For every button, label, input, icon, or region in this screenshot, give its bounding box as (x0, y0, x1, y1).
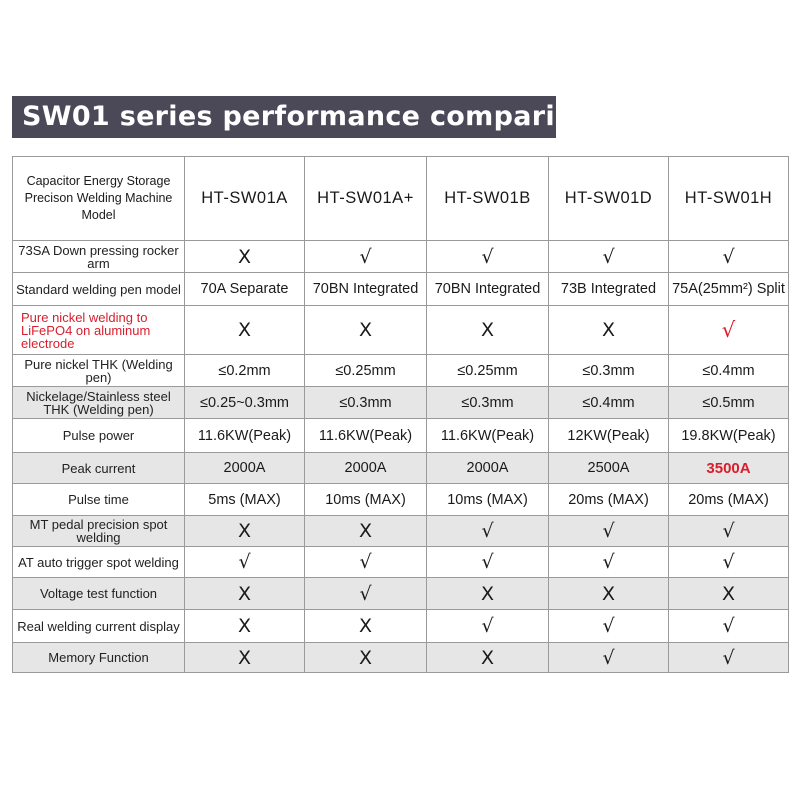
cell-nickelage-stainless-thk-ht-sw01a: ≤0.25~0.3mm (185, 387, 305, 419)
table-row (13, 643, 789, 673)
check-mark: √ (602, 520, 615, 542)
cell-mt-pedal-spot-welding-ht-sw01b (427, 516, 549, 547)
cell-voltage-test-function-ht-sw01b (427, 578, 549, 610)
cell-memory-function-ht-sw01d (549, 643, 669, 673)
cell-pulse-time-ht-sw01d: 20ms (MAX) (549, 484, 669, 516)
cell-memory-function-ht-sw01h (669, 643, 789, 673)
cell-voltage-test-function-ht-sw01a-plus (305, 578, 427, 610)
check-mark: √ (721, 318, 736, 342)
cross-mark: X (480, 582, 495, 605)
cell-pulse-power-ht-sw01b: 11.6KW(Peak) (427, 419, 549, 453)
cell-mt-pedal-spot-welding-ht-sw01h (669, 516, 789, 547)
model-header-ht-sw01a: HT-SW01A (185, 157, 305, 241)
cell-pulse-power-ht-sw01d: 12KW(Peak) (549, 419, 669, 453)
cross-mark: X (237, 582, 252, 605)
check-mark: √ (602, 245, 615, 268)
cell-memory-function-ht-sw01b (427, 643, 549, 673)
cell-down-pressing-rocker-arm-ht-sw01b (427, 241, 549, 273)
cell-welding-pen-model-ht-sw01d: 73B Integrated (549, 273, 669, 306)
check-mark: √ (359, 582, 372, 605)
check-mark: √ (602, 551, 615, 573)
cell-pulse-time-ht-sw01a: 5ms (MAX) (185, 484, 305, 516)
page-title: SW01 series performance comparison (12, 96, 556, 138)
comparison-table (12, 156, 789, 673)
check-mark: √ (722, 551, 735, 573)
model-header-ht-sw01d: HT-SW01D (549, 157, 669, 241)
cross-mark: X (358, 319, 373, 341)
row-label-down-pressing-rocker-arm: 73SA Down pressing rocker arm (13, 241, 185, 273)
cell-voltage-test-function-ht-sw01d (549, 578, 669, 610)
cell-mt-pedal-spot-welding-ht-sw01d (549, 516, 669, 547)
cell-pure-nickel-thk-ht-sw01a: ≤0.2mm (185, 355, 305, 387)
cell-at-auto-trigger-ht-sw01d (549, 547, 669, 578)
cell-pure-nickel-lifepo4-ht-sw01d (549, 306, 669, 355)
cell-pure-nickel-lifepo4-ht-sw01a-plus (305, 306, 427, 355)
cell-at-auto-trigger-ht-sw01a-plus (305, 547, 427, 578)
cell-peak-current-ht-sw01h: 3500A (669, 453, 789, 484)
cell-at-auto-trigger-ht-sw01a (185, 547, 305, 578)
cross-mark: X (601, 319, 616, 341)
cell-down-pressing-rocker-arm-ht-sw01a (185, 241, 305, 273)
cell-welding-pen-model-ht-sw01a-plus: 70BN Integrated (305, 273, 427, 306)
cell-current-display-ht-sw01b (427, 610, 549, 643)
table-row (13, 516, 789, 547)
check-mark: √ (722, 520, 735, 542)
cell-current-display-ht-sw01d (549, 610, 669, 643)
check-mark: √ (481, 615, 494, 637)
cross-mark: X (358, 615, 373, 637)
cross-mark: X (601, 582, 616, 605)
check-mark: √ (238, 551, 251, 573)
row-label-pulse-time: Pulse time (13, 484, 185, 516)
cell-nickelage-stainless-thk-ht-sw01a-plus: ≤0.3mm (305, 387, 427, 419)
table-row (13, 453, 789, 484)
table-row (13, 241, 789, 273)
row-label-pure-nickel-lifepo4: Pure nickel welding to LiFePO4 on aluminum electrode (13, 306, 185, 355)
cell-pure-nickel-thk-ht-sw01h: ≤0.4mm (669, 355, 789, 387)
cross-mark: X (237, 520, 252, 542)
cross-mark: X (358, 520, 373, 542)
model-header-ht-sw01b: HT-SW01B (427, 157, 549, 241)
table-row (13, 578, 789, 610)
cell-memory-function-ht-sw01a (185, 643, 305, 673)
table-row (13, 547, 789, 578)
row-label-pure-nickel-thk: Pure nickel THK (Welding pen) (13, 355, 185, 387)
check-mark: √ (359, 551, 372, 573)
cell-mt-pedal-spot-welding-ht-sw01a-plus (305, 516, 427, 547)
table-row (13, 273, 789, 306)
cell-down-pressing-rocker-arm-ht-sw01h (669, 241, 789, 273)
table-row (13, 419, 789, 453)
model-header-ht-sw01h: HT-SW01H (669, 157, 789, 241)
cell-down-pressing-rocker-arm-ht-sw01a-plus (305, 241, 427, 273)
check-mark: √ (481, 520, 494, 542)
row-label-at-auto-trigger: AT auto trigger spot welding (13, 547, 185, 578)
row-label-nickelage-stainless-thk: Nickelage/Stainless steel THK (Welding pen) (13, 387, 185, 419)
check-mark: √ (722, 615, 735, 637)
cross-mark: X (480, 319, 495, 341)
cell-current-display-ht-sw01a (185, 610, 305, 643)
cell-welding-pen-model-ht-sw01b: 70BN Integrated (427, 273, 549, 306)
check-mark: √ (602, 615, 615, 637)
cell-mt-pedal-spot-welding-ht-sw01a (185, 516, 305, 547)
cell-voltage-test-function-ht-sw01h (669, 578, 789, 610)
cell-pulse-time-ht-sw01b: 10ms (MAX) (427, 484, 549, 516)
table-header-row (13, 157, 789, 241)
row-label-voltage-test-function: Voltage test function (13, 578, 185, 610)
check-mark: √ (481, 551, 494, 573)
cell-pulse-power-ht-sw01a-plus: 11.6KW(Peak) (305, 419, 427, 453)
cell-current-display-ht-sw01a-plus (305, 610, 427, 643)
header-label-cell: Capacitor Energy Storage Precison Welding Machine Model (13, 157, 185, 241)
check-mark: √ (481, 245, 494, 268)
check-mark: √ (359, 245, 372, 268)
cell-peak-current-ht-sw01a-plus: 2000A (305, 453, 427, 484)
cell-at-auto-trigger-ht-sw01h (669, 547, 789, 578)
cell-pulse-time-ht-sw01a-plus: 10ms (MAX) (305, 484, 427, 516)
check-mark: √ (602, 646, 615, 669)
cell-memory-function-ht-sw01a-plus (305, 643, 427, 673)
cell-voltage-test-function-ht-sw01a (185, 578, 305, 610)
cell-at-auto-trigger-ht-sw01b (427, 547, 549, 578)
cell-nickelage-stainless-thk-ht-sw01h: ≤0.5mm (669, 387, 789, 419)
cell-current-display-ht-sw01h (669, 610, 789, 643)
table-row (13, 387, 789, 419)
row-label-memory-function: Memory Function (13, 643, 185, 673)
cell-pulse-power-ht-sw01h: 19.8KW(Peak) (669, 419, 789, 453)
cell-pure-nickel-thk-ht-sw01a-plus: ≤0.25mm (305, 355, 427, 387)
cell-pure-nickel-lifepo4-ht-sw01b (427, 306, 549, 355)
cell-pulse-time-ht-sw01h: 20ms (MAX) (669, 484, 789, 516)
cross-mark: X (237, 319, 252, 341)
table-row (13, 484, 789, 516)
model-header-ht-sw01a-plus: HT-SW01A+ (305, 157, 427, 241)
cell-pure-nickel-thk-ht-sw01d: ≤0.3mm (549, 355, 669, 387)
table-row (13, 306, 789, 355)
row-label-welding-pen-model: Standard welding pen model (13, 273, 185, 306)
row-label-current-display: Real welding current display (13, 610, 185, 643)
check-mark: √ (722, 245, 735, 268)
row-label-pulse-power: Pulse power (13, 419, 185, 453)
table-row (13, 610, 789, 643)
cross-mark: X (480, 646, 495, 669)
cross-mark: X (358, 646, 373, 669)
cell-peak-current-ht-sw01a: 2000A (185, 453, 305, 484)
row-label-peak-current: Peak current (13, 453, 185, 484)
cell-down-pressing-rocker-arm-ht-sw01d (549, 241, 669, 273)
cell-pure-nickel-thk-ht-sw01b: ≤0.25mm (427, 355, 549, 387)
row-label-mt-pedal-spot-welding: MT pedal precision spot welding (13, 516, 185, 547)
cell-nickelage-stainless-thk-ht-sw01b: ≤0.3mm (427, 387, 549, 419)
cross-mark: X (237, 646, 252, 669)
cross-mark: X (237, 615, 252, 637)
cell-pure-nickel-lifepo4-ht-sw01a (185, 306, 305, 355)
cell-pure-nickel-lifepo4-ht-sw01h (669, 306, 789, 355)
cell-peak-current-ht-sw01d: 2500A (549, 453, 669, 484)
cell-pulse-power-ht-sw01a: 11.6KW(Peak) (185, 419, 305, 453)
table-row (13, 355, 789, 387)
cross-mark: X (237, 245, 252, 268)
cell-peak-current-ht-sw01b: 2000A (427, 453, 549, 484)
cell-welding-pen-model-ht-sw01h: 75A(25mm²) Split (669, 273, 789, 306)
cross-mark: X (721, 582, 736, 605)
cell-nickelage-stainless-thk-ht-sw01d: ≤0.4mm (549, 387, 669, 419)
check-mark: √ (722, 646, 735, 669)
cell-welding-pen-model-ht-sw01a: 70A Separate (185, 273, 305, 306)
